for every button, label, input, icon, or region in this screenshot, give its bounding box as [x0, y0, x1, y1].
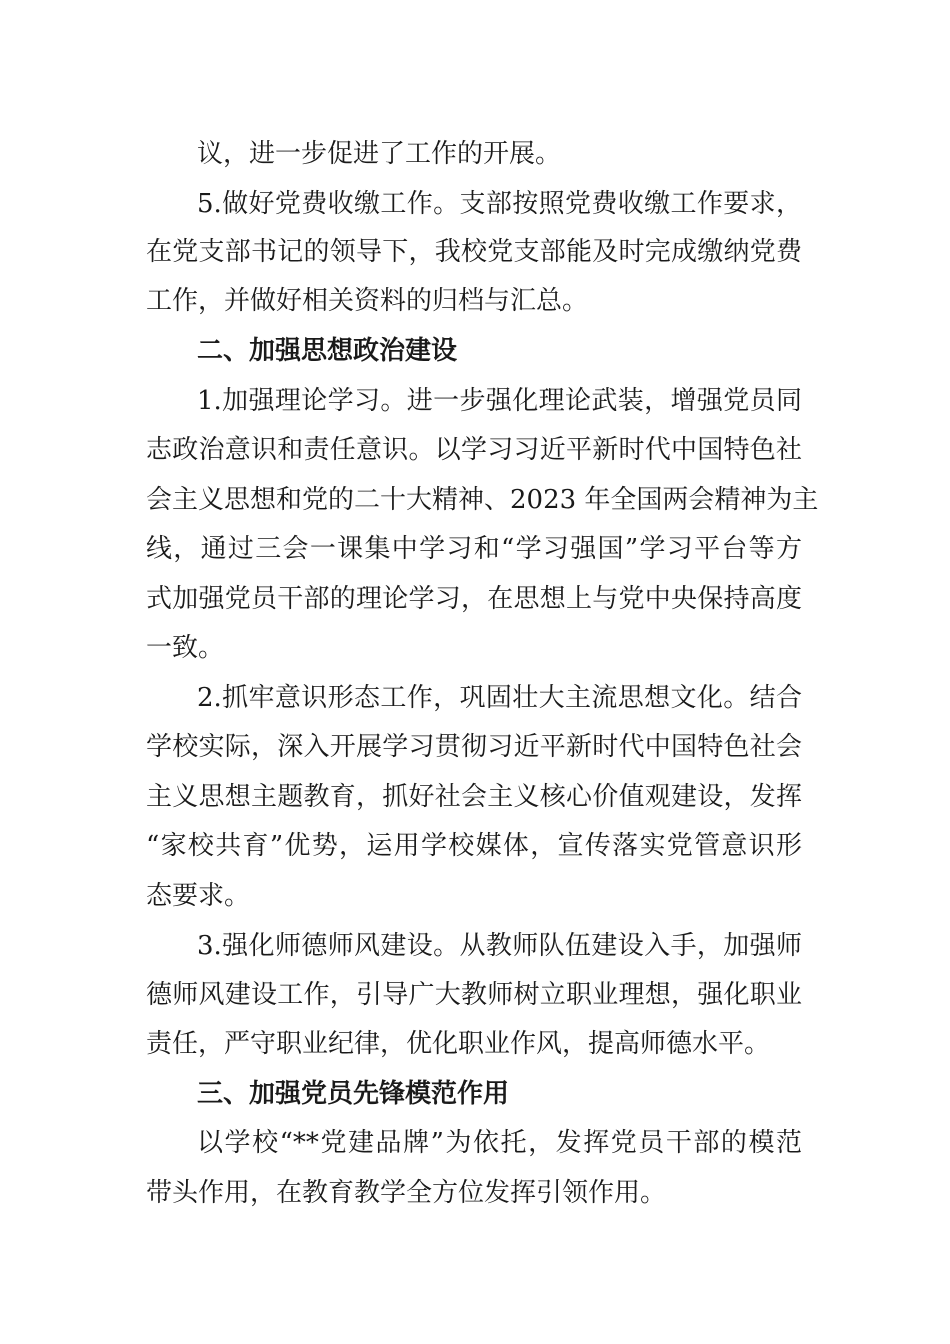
text-line: 1.加强理论学习。进一步强化理论武装，增强党员同: [197, 386, 802, 416]
section-heading: 三、加强党员先锋模范作用: [197, 1079, 510, 1109]
text-line: 责任，严守职业纪律，优化职业作风，提高师德水平。: [146, 1029, 771, 1059]
text-line: 带头作用，在教育教学全方位发挥引领作用。: [146, 1178, 667, 1208]
text-line: 志政治意识和责任意识。以学习习近平新时代中国特色社: [146, 435, 802, 465]
text-line: 以学校“**党建品牌”为依托，发挥党员干部的模范: [197, 1128, 802, 1158]
text-line: 工作，并做好相关资料的归档与汇总。: [146, 286, 589, 316]
section-heading: 二、加强思想政治建设: [197, 336, 458, 366]
text-line: 学校实际，深入开展学习贯彻习近平新时代中国特色社会: [146, 732, 802, 762]
text-line: 在党支部书记的领导下，我校党支部能及时完成缴纳党费: [146, 237, 802, 267]
text-line: 线，通过三会一课集中学习和“学习强国”学习平台等方: [146, 534, 802, 564]
text-line: 式加强党员干部的理论学习，在思想上与党中央保持高度: [146, 584, 802, 614]
text-line: “家校共育”优势，运用学校媒体，宣传落实党管意识形: [146, 831, 802, 861]
text-line: 一致。: [146, 633, 225, 663]
text-line: 主义思想主题教育，抓好社会主义核心价值观建设，发挥: [146, 782, 802, 812]
text-line: 会主义思想和党的二十大精神、2023 年全国两会精神为主: [146, 485, 819, 515]
text-line: 态要求。: [146, 881, 251, 911]
text-line: 2.抓牢意识形态工作，巩固壮大主流思想文化。结合: [197, 683, 802, 713]
text-line: 德师风建设工作，引导广大教师树立职业理想，强化职业: [146, 980, 802, 1010]
text-line: 议，进一步促进了工作的开展。: [197, 139, 562, 169]
text-line: 5.做好党费收缴工作。支部按照党费收缴工作要求，: [197, 189, 802, 219]
text-line: 3.强化师德师风建设。从教师队伍建设入手，加强师: [197, 931, 802, 961]
